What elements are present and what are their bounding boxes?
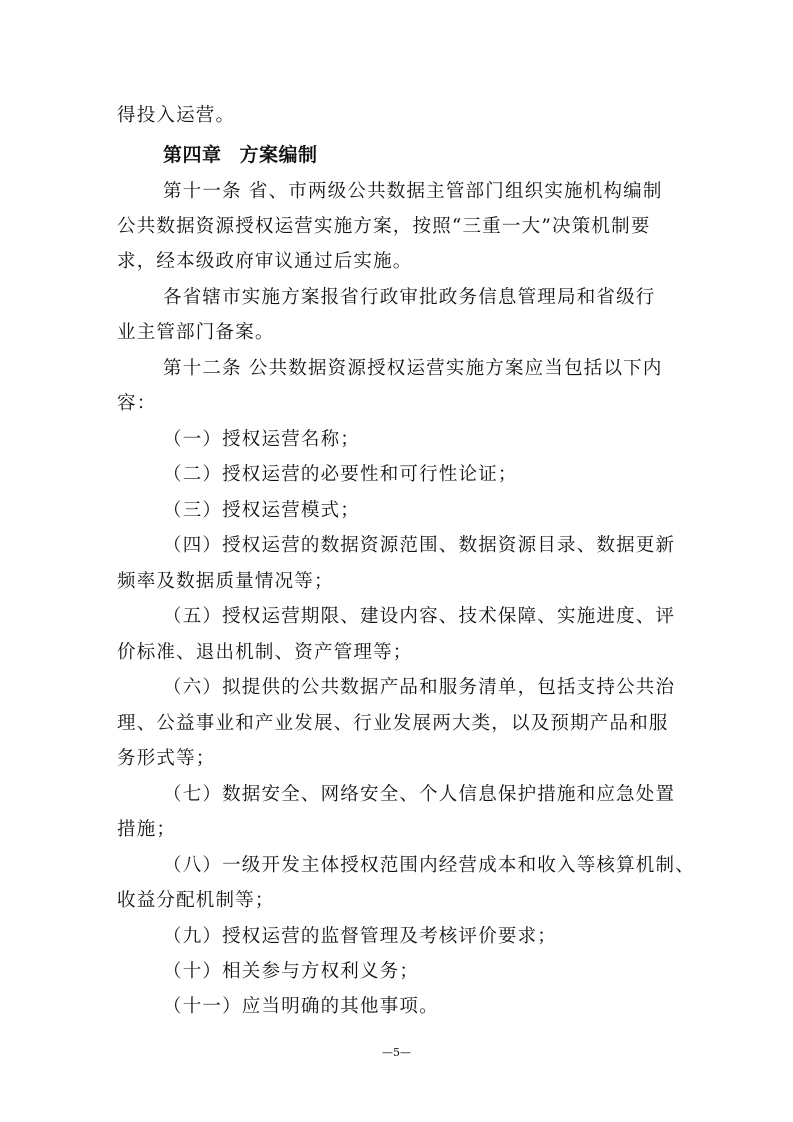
- chapter-heading: [163, 140, 318, 170]
- list-item-2: （二）授权运营的必要性和可行性论证；: [163, 464, 518, 485]
- article-12-line-1: 第十二条 公共数据资源授权运营实施方案应当包括以下内: [163, 358, 663, 379]
- chapter-number: 第四章: [163, 144, 222, 166]
- list-item-7-line-1: （七）数据安全、网络安全、个人信息保护措施和应急处置: [163, 784, 676, 805]
- list-item-3: （三）授权运营模式；: [163, 500, 361, 521]
- list-item-8-line-2: 收益分配机制等；: [117, 890, 275, 911]
- list-item-6-line-1: （六）拟提供的公共数据产品和服务清单，包括支持公共治: [163, 677, 676, 698]
- list-item-5-line-2: 价标准、退出机制、资产管理等；: [117, 642, 413, 663]
- list-item-9: （九）授权运营的监督管理及考核评价要求；: [163, 926, 558, 947]
- list-item-4-line-2: 频率及数据质量情况等；: [117, 571, 334, 592]
- chapter-title: 方案编制: [239, 144, 318, 166]
- list-item-7-line-2: 措施；: [117, 819, 177, 840]
- list-item-6-line-3: 务形式等；: [117, 748, 216, 769]
- article-11-line-3: 求，经本级政府审议通过后实施。: [117, 251, 413, 272]
- filing-line-1: 各省辖市实施方案报省行政审批政务信息管理局和省级行: [163, 287, 656, 308]
- lead-line: 得投入运营。: [117, 105, 236, 126]
- article-11-line-2: 公共数据资源授权运营实施方案，按照“三重一大”决策机制要: [117, 216, 651, 237]
- article-12-line-2: 容：: [117, 393, 157, 414]
- filing-line-2: 业主管部门备案。: [117, 322, 275, 343]
- page-number: —5—: [382, 1046, 411, 1059]
- list-item-5-line-1: （五）授权运营期限、建设内容、技术保障、实施进度、评: [163, 606, 676, 627]
- list-item-8-line-1: （八）一级开发主体授权范围内经营成本和收入等核算机制、: [163, 855, 695, 876]
- article-11-line-1: 第十一条 省、市两级公共数据主管部门组织实施机构编制: [163, 181, 663, 202]
- list-item-1: （一）授权运营名称；: [163, 429, 361, 450]
- list-item-10: （十）相关参与方权利义务；: [163, 961, 420, 982]
- list-item-4-line-1: （四）授权运营的数据资源范围、数据资源目录、数据更新: [163, 535, 676, 556]
- list-item-11: （十一）应当明确的其他事项。: [163, 996, 439, 1017]
- list-item-6-line-2: 理、公益事业和产业发展、行业发展两大类，以及预期产品和服: [117, 713, 669, 734]
